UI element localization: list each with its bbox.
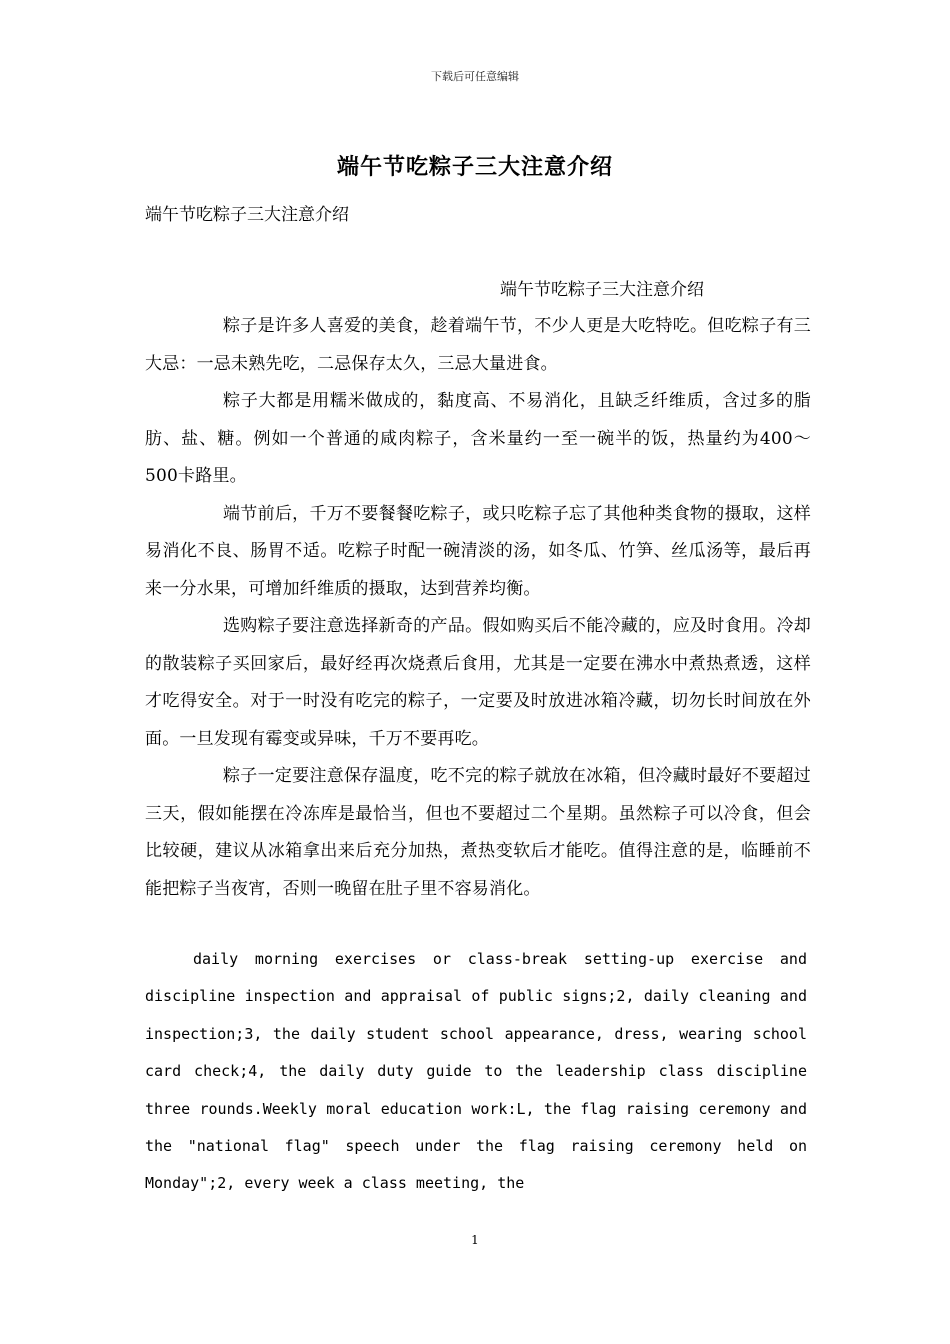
english-section — [145, 941, 807, 1203]
article-body — [145, 308, 811, 908]
paragraph: 选购粽子要注意选择新奇的产品。假如购买后不能冷藏的，应及时食用。冷却的散装粽子买回家后，最好经再次烧煮后食用，尤其是一定要在沸水中煮热煮透，这样才吃得安全。对于一时没有吃完的粽子，一定要及时放进冰箱冷藏，切勿长时间放在外面。一旦发现有霉变或异味，千万不要再吃。 — [145, 616, 811, 749]
paragraph: 粽子是许多人喜爱的美食，趁着端午节，不少人更是大吃特吃。但吃粽子有三大忌：一忌未熟先吃，二忌保存太久，三忌大量进食。 — [145, 316, 811, 374]
article-title: 端午节吃粽子三大注意介绍 — [500, 280, 704, 300]
header-note: 下载后可任意编辑 — [431, 70, 519, 83]
document-subtitle: 端午节吃粽子三大注意介绍 — [145, 205, 349, 225]
document-title: 端午节吃粽子三大注意介绍 — [336, 154, 613, 180]
paragraph: 粽子一定要注意保存温度，吃不完的粽子就放在冰箱，但冷藏时最好不要超过三天，假如能摆在冷冻库是最恰当，但也不要超过二个星期。虽然粽子可以冷食，但会比较硬，建议从冰箱拿出来后充分加热，煮热变软后才能吃。值得注意的是，临睡前不能把粽子当夜宵，否则一晚留在肚子里不容易消化。 — [145, 766, 811, 899]
english-paragraph: daily morning exercises or class-break setting-up exercise and discipline inspection and appraisal of public signs;2, daily cleaning and inspection;3, the daily student school appearance, dress, wearing school card check;4, the daily duty guide to the leadership class discipline three rounds.Weekly moral education work:L, the flag raising ceremony and the "national flag" speech under the flag raising ceremony held on Monday";2, every week a class meeting, the — [145, 950, 807, 1193]
paragraph: 端节前后，千万不要餐餐吃粽子，或只吃粽子忘了其他种类食物的摄取，这样易消化不良、肠胃不适。吃粽子时配一碗清淡的汤，如冬瓜、竹笋、丝瓜汤等，最后再来一分水果，可增加纤维质的摄取，达到营养均衡。 — [145, 503, 811, 599]
page-number: 1 — [471, 1233, 479, 1247]
paragraph: 粽子大都是用糯米做成的，黏度高、不易消化，且缺乏纤维质，含过多的脂肪、盐、糖。例如一个普通的咸肉粽子，含米量约一至一碗半的饭，热量约为400～500卡路里。 — [145, 391, 811, 486]
